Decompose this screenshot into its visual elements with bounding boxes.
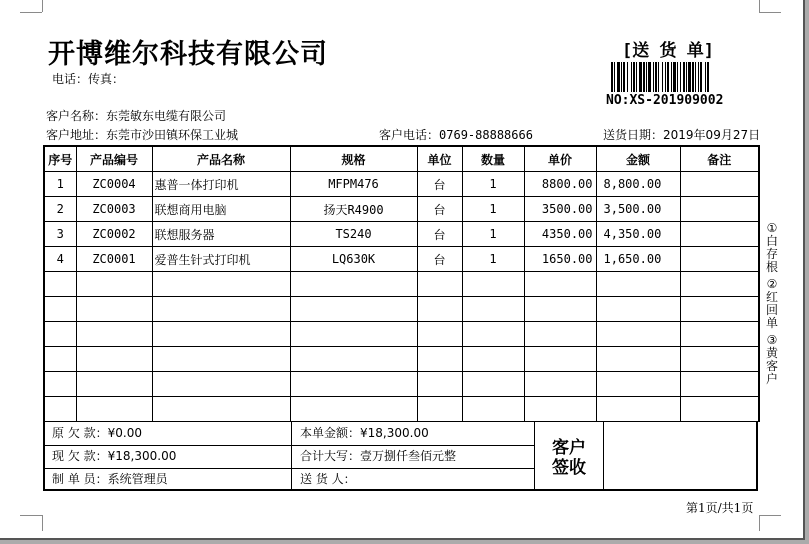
cell-seq: 3 bbox=[44, 222, 76, 247]
customer-phone: 0769-88888666 bbox=[439, 128, 533, 142]
document-title: [送 货 单] bbox=[622, 41, 714, 61]
header-spec: 规格 bbox=[290, 146, 417, 172]
table-header-row bbox=[44, 146, 759, 172]
cell-note bbox=[680, 172, 759, 197]
total-amount: 本单金额：¥18,300.00 bbox=[300, 426, 429, 440]
cell-seq: 1 bbox=[44, 172, 76, 197]
cell-amount: 8,800.00 bbox=[596, 172, 680, 197]
items-table bbox=[43, 145, 760, 422]
page-indicator: 第1页/共1页 bbox=[686, 501, 754, 515]
cell-qty: 1 bbox=[462, 247, 524, 272]
table-row bbox=[44, 172, 759, 197]
crop-mark bbox=[759, 515, 781, 516]
header-code: 产品编号 bbox=[76, 146, 152, 172]
header-name: 产品名称 bbox=[152, 146, 290, 172]
cell-seq: 4 bbox=[44, 247, 76, 272]
document-number: NO:XS-201909002 bbox=[606, 93, 724, 108]
cell-price: 1650.00 bbox=[524, 247, 596, 272]
customer-address-row bbox=[46, 126, 238, 143]
cell-unit: 台 bbox=[417, 197, 462, 222]
empty-row bbox=[44, 397, 759, 422]
delivery-date-row bbox=[603, 126, 760, 143]
cell-code: ZC0004 bbox=[76, 172, 152, 197]
cell-qty: 1 bbox=[462, 172, 524, 197]
customer-phone-label: 客户电话： bbox=[379, 128, 440, 142]
summary-footer bbox=[43, 421, 758, 491]
header-note: 备注 bbox=[680, 146, 759, 172]
header-seq: 序号 bbox=[44, 146, 76, 172]
crop-mark bbox=[759, 12, 781, 13]
table-row bbox=[44, 222, 759, 247]
customer-phone-row bbox=[379, 126, 533, 143]
customer-name-label: 客户名称： bbox=[46, 109, 107, 123]
cell-name: 惠普一体打印机 bbox=[152, 172, 290, 197]
cell-spec: LQ630K bbox=[290, 247, 417, 272]
crop-mark bbox=[759, 515, 760, 531]
barcode-icon bbox=[611, 62, 743, 92]
cell-price: 4350.00 bbox=[524, 222, 596, 247]
customer-name-row bbox=[46, 107, 226, 124]
crop-mark bbox=[42, 515, 43, 531]
crop-mark bbox=[20, 515, 42, 516]
cell-amount: 1,650.00 bbox=[596, 247, 680, 272]
crop-mark bbox=[42, 0, 43, 12]
cell-unit: 台 bbox=[417, 172, 462, 197]
cell-note bbox=[680, 222, 759, 247]
cell-spec: TS240 bbox=[290, 222, 417, 247]
cell-code: ZC0002 bbox=[76, 222, 152, 247]
cell-spec: 扬天R4900 bbox=[290, 197, 417, 222]
empty-row bbox=[44, 372, 759, 397]
cell-price: 8800.00 bbox=[524, 172, 596, 197]
company-phone-fax: 电话：传真： bbox=[52, 72, 125, 86]
copy-distribution-note: ①白 存根 ②红 回单 ③黄 客户 bbox=[765, 221, 778, 386]
cell-note bbox=[680, 247, 759, 272]
customer-address-label: 客户地址： bbox=[46, 128, 107, 142]
empty-row bbox=[44, 347, 759, 372]
table-row bbox=[44, 247, 759, 272]
header-amount: 金额 bbox=[596, 146, 680, 172]
cell-qty: 1 bbox=[462, 197, 524, 222]
cell-name: 联想服务器 bbox=[152, 222, 290, 247]
header-price: 单价 bbox=[524, 146, 596, 172]
total-amount-uppercase: 合计大写：壹万捌仟叁佰元整 bbox=[300, 449, 457, 463]
cell-code: ZC0003 bbox=[76, 197, 152, 222]
header-unit: 单位 bbox=[417, 146, 462, 172]
cell-note bbox=[680, 197, 759, 222]
delivery-date: 2019年09月27日 bbox=[663, 128, 761, 142]
cell-price: 3500.00 bbox=[524, 197, 596, 222]
cell-spec: MFPM476 bbox=[290, 172, 417, 197]
cell-unit: 台 bbox=[417, 222, 462, 247]
previous-debt: 原 欠 款：¥0.00 bbox=[52, 426, 142, 440]
crop-mark bbox=[759, 0, 760, 12]
deliverer: 送 货 人： bbox=[300, 472, 356, 486]
cell-code: ZC0001 bbox=[76, 247, 152, 272]
cell-unit: 台 bbox=[417, 247, 462, 272]
document-maker: 制 单 员：系统管理员 bbox=[52, 472, 168, 486]
cell-qty: 1 bbox=[462, 222, 524, 247]
customer-address: 东莞市沙田镇环保工业城 bbox=[106, 128, 239, 142]
cell-name: 联想商用电脑 bbox=[152, 197, 290, 222]
header-qty: 数量 bbox=[462, 146, 524, 172]
delivery-date-label: 送货日期： bbox=[603, 128, 664, 142]
cell-amount: 3,500.00 bbox=[596, 197, 680, 222]
empty-row bbox=[44, 322, 759, 347]
company-name: 开博维尔科技有限公司 bbox=[48, 39, 328, 70]
cell-amount: 4,350.00 bbox=[596, 222, 680, 247]
customer-name: 东莞敏东电缆有限公司 bbox=[106, 109, 227, 123]
crop-mark bbox=[20, 12, 42, 13]
table-row bbox=[44, 197, 759, 222]
empty-row bbox=[44, 272, 759, 297]
empty-row bbox=[44, 297, 759, 322]
customer-signature-label: 客户 签收 bbox=[552, 438, 586, 478]
cell-seq: 2 bbox=[44, 197, 76, 222]
cell-name: 爱普生针式打印机 bbox=[152, 247, 290, 272]
current-debt: 现 欠 款：¥18,300.00 bbox=[52, 449, 177, 463]
